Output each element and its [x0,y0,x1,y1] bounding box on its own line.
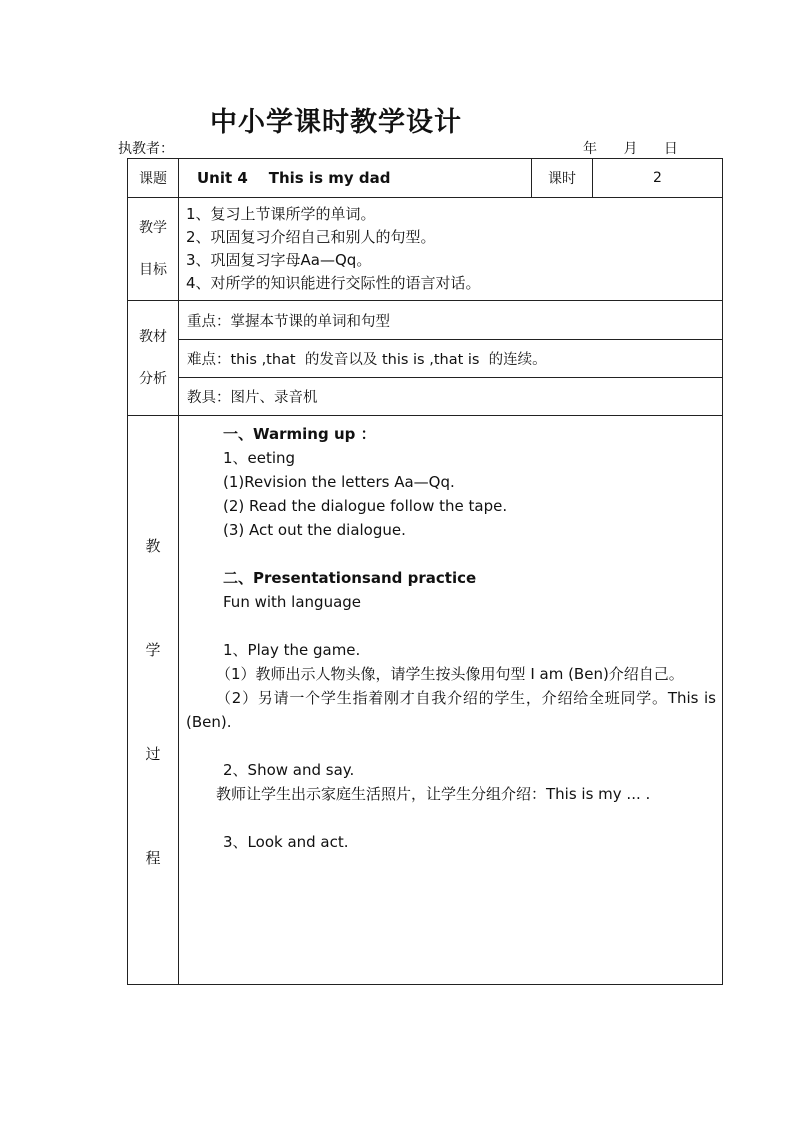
lesson-plan-table [127,158,723,985]
step-title: 3、Look and act. [223,833,349,851]
month-label: 月 [623,141,638,157]
teaching-tools: 教具：图片、录音机 [179,378,723,416]
warmup-item: (2) Read the dialogue follow the tape. [223,497,508,515]
analysis-label-bottom: 分析 [139,371,167,387]
objectives-label [128,198,179,301]
objectives-label-bottom: 目标 [139,262,167,278]
step-paragraph: （1）教师出示人物头像，请学生按头像用句型 I am (Ben)介绍自己。 [216,665,684,683]
process-label-char: 过 [145,745,161,763]
objectives-list [179,198,723,301]
objectives-label-top: 教学 [139,220,167,236]
page-title: 中小学课时教学设计 [210,107,462,138]
teacher-label: 执教者： [118,141,174,157]
analysis-label-top: 教材 [139,329,167,345]
unit-title: Unit 4 This is my dad [179,159,532,198]
warmup-item: 1、eeting [223,449,296,467]
step-title: 1、Play the game. [223,641,361,659]
topic-row [128,159,723,198]
presentation-subheading: Fun with language [223,593,362,611]
process-label-char: 学 [145,641,161,659]
objective-item: 3、巩固复习字母Aa—Qq。 [186,251,372,269]
analysis-row-key [128,301,723,340]
analysis-label [128,301,179,416]
process-label-char: 教 [145,537,161,555]
objectives-row [128,198,723,301]
warmup-heading: 一、Warming up ： [223,425,376,443]
objective-item: 2、巩固复习介绍自己和别人的句型。 [186,228,436,246]
warmup-item: (3) Act out the dialogue. [223,521,406,539]
day-label: 日 [663,141,678,157]
step-title: 2、Show and say. [223,761,355,779]
process-content [179,416,723,985]
presentation-heading: 二、Presentationsand practice [223,569,477,587]
process-label-char: 程 [145,849,161,867]
period-label: 课时 [532,159,593,198]
year-label: 年 [583,141,597,157]
key-point: 重点：掌握本节课的单词和句型 [179,301,723,340]
analysis-row-tools [128,378,723,416]
objective-item: 1、复习上节课所学的单词。 [186,205,376,223]
process-label [128,416,179,985]
process-row [128,416,723,985]
step-paragraph: （2）另请一个学生指着刚才自我介绍的学生，介绍给全班同学。This is (Ben). [186,689,716,731]
topic-label: 课题 [128,159,179,198]
warmup-item: (1)Revision the letters Aa—Qq. [223,473,455,491]
period-value: 2 [593,159,723,198]
step-paragraph: 教师让学生出示家庭生活照片，让学生分组介绍：This is my ... . [216,785,651,803]
date-labels [583,138,700,158]
objective-item: 4、对所学的知识能进行交际性的语言对话。 [186,274,481,292]
difficulty-point: 难点：this ,that 的发音以及 this is ,that is 的连续。 [179,340,723,378]
analysis-row-difficulty [128,340,723,378]
